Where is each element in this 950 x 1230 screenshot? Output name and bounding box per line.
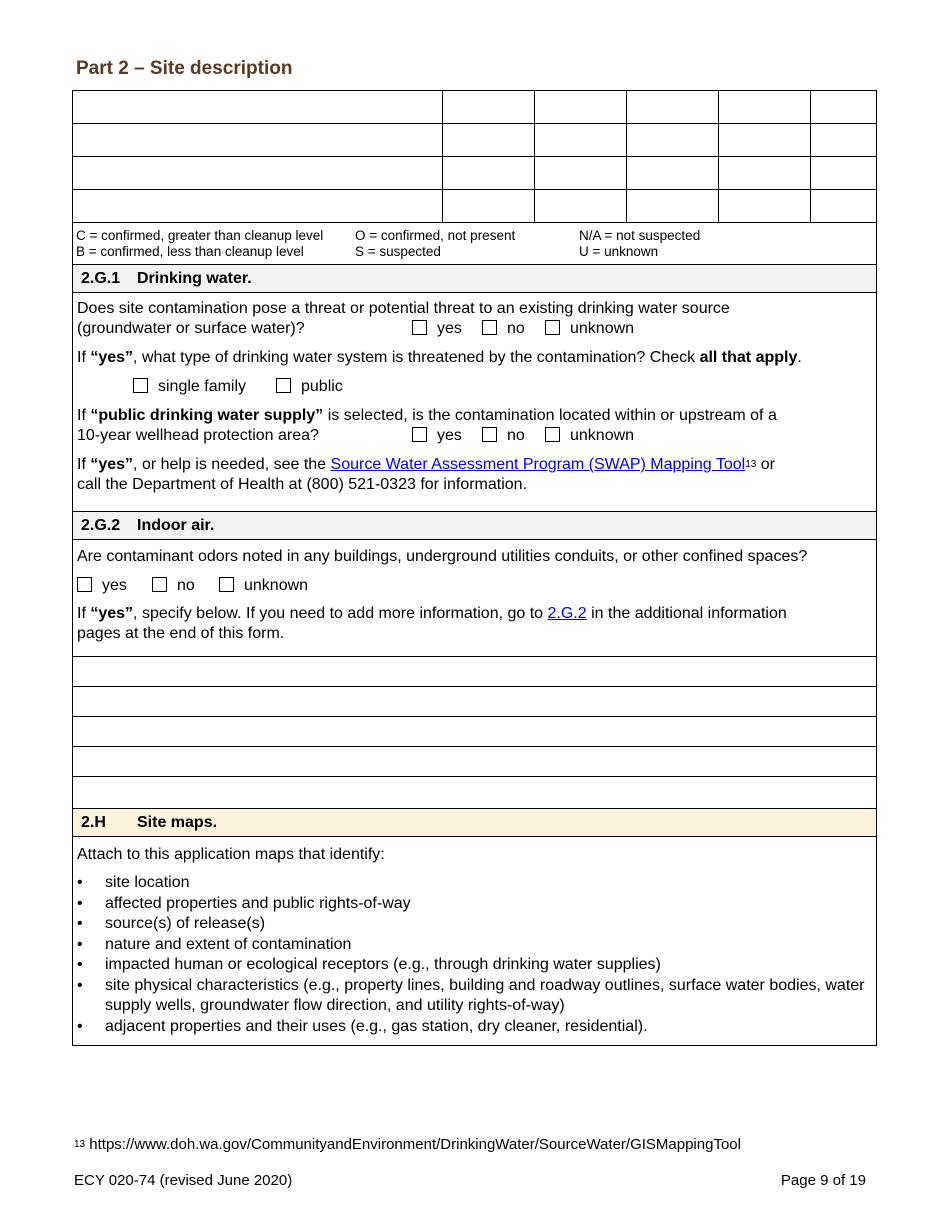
- legend-b: B = confirmed, less than cleanup level: [76, 244, 304, 259]
- table-cell[interactable]: [442, 190, 534, 223]
- q3-yes-option[interactable]: [412, 426, 462, 446]
- indoor-yes-option[interactable]: [77, 576, 127, 596]
- section-2g2-header: [72, 511, 877, 540]
- legend-na: N/A = not suspected: [579, 228, 701, 243]
- table-cell[interactable]: [718, 190, 810, 223]
- checkbox-yes[interactable]: [77, 577, 92, 592]
- table-row: [73, 91, 876, 124]
- table-cell[interactable]: [718, 124, 810, 157]
- indoor-air-question: Are contaminant odors noted in any buildings, underground utilities conduits, or other confined spaces?: [77, 548, 808, 565]
- table-cell[interactable]: [73, 190, 442, 223]
- entry-line[interactable]: [73, 686, 876, 687]
- table-cell[interactable]: [534, 190, 626, 223]
- q3-line2: 10-year wellhead protection area?: [77, 427, 319, 444]
- table-cell[interactable]: [442, 157, 534, 190]
- checkbox-yes[interactable]: [412, 320, 427, 335]
- legend-s: S = suspected: [355, 244, 441, 259]
- q1-yes-option[interactable]: [412, 319, 462, 339]
- q4-line2: call the Department of Health at (800) 521-0323 for information.: [77, 476, 528, 493]
- q1-line1: Does site contamination pose a threat or potential threat to an existing drinking water source: [77, 300, 730, 317]
- table-cell[interactable]: [442, 124, 534, 157]
- option-label: no: [507, 320, 525, 337]
- checkbox-unknown[interactable]: [545, 320, 560, 335]
- list-item: • adjacent properties and their uses (e.g., gas station, dry cleaner, residential).: [77, 1017, 875, 1038]
- option-label: no: [177, 577, 195, 594]
- table-cell[interactable]: [718, 157, 810, 190]
- table-row: [73, 157, 876, 190]
- list-item: • affected properties and public rights-of-way: [77, 894, 875, 915]
- entry-line[interactable]: [73, 656, 876, 657]
- entry-line[interactable]: [73, 746, 876, 747]
- indoor-unknown-option[interactable]: [219, 576, 308, 596]
- checkbox-no[interactable]: [152, 577, 167, 592]
- option-label: unknown: [570, 320, 635, 337]
- section-2g1-header: [72, 264, 877, 293]
- table-cell[interactable]: [534, 157, 626, 190]
- q1-unknown-option[interactable]: [545, 319, 634, 339]
- section-title: Site maps.: [137, 814, 218, 831]
- option-label: single family: [158, 378, 247, 395]
- single-family-option[interactable]: [133, 377, 246, 397]
- section-number: 2.G.1: [81, 270, 121, 287]
- table-cell[interactable]: [534, 91, 626, 124]
- table-cell[interactable]: [810, 190, 876, 223]
- footnote-ref: 13: [745, 459, 757, 470]
- table-cell[interactable]: [73, 157, 442, 190]
- footnote: $^{13}$ https://www.doh.wa.gov/CommunityandEnvironment/DrinkingWater/SourceWater/GISMappingTool: [74, 1136, 741, 1153]
- indoor-specify-text: If “yes”, specify below. If you need to add more information, go to 2.G.2 in the additional information: [77, 605, 787, 622]
- checkbox-single-family[interactable]: [133, 378, 148, 393]
- list-item: • site location: [77, 873, 875, 894]
- table-cell[interactable]: [718, 91, 810, 124]
- list-item: • source(s) of release(s): [77, 914, 875, 935]
- list-item: • site physical characteristics (e.g., property lines, building and roadway outlines, surface water bodies, water supply wells, groundwater flow direction, and utility rights-of-way): [77, 976, 875, 1017]
- table-cell[interactable]: [73, 124, 442, 157]
- checkbox-unknown[interactable]: [219, 577, 234, 592]
- option-label: unknown: [244, 577, 309, 594]
- section-2h-body: [72, 836, 877, 1046]
- table-cell[interactable]: [810, 157, 876, 190]
- checkbox-no[interactable]: [482, 320, 497, 335]
- q2-text: If “yes”, what type of drinking water system is threatened by the contamination? Check all that apply.: [77, 349, 802, 366]
- table-cell[interactable]: [442, 91, 534, 124]
- swap-mapping-tool-link[interactable]: Source Water Assessment Program (SWAP) Mapping Tool: [330, 456, 746, 473]
- option-label: yes: [102, 577, 127, 594]
- q3-unknown-option[interactable]: [545, 426, 634, 446]
- public-option[interactable]: [276, 377, 343, 397]
- table-cell[interactable]: [626, 190, 718, 223]
- section-2g2-body: [72, 539, 877, 809]
- table-row: [73, 124, 876, 157]
- additional-info-2g2-link[interactable]: 2.G.2: [547, 605, 587, 622]
- section-number: 2.G.2: [81, 517, 121, 534]
- section-2g1-body: [72, 292, 877, 512]
- option-label: unknown: [570, 427, 635, 444]
- page-number: Page 9 of 19: [780, 1172, 866, 1189]
- entry-line[interactable]: [73, 776, 876, 777]
- list-item: • impacted human or ecological receptors (e.g., through drinking water supplies): [77, 955, 875, 976]
- table-cell[interactable]: [626, 157, 718, 190]
- option-label: yes: [437, 427, 462, 444]
- table-cell[interactable]: [810, 124, 876, 157]
- legend-o: O = confirmed, not present: [355, 228, 516, 243]
- section-title: Indoor air.: [137, 517, 215, 534]
- indoor-specify-line2: pages at the end of this form.: [77, 625, 285, 642]
- form-id: ECY 020-74 (revised June 2020): [74, 1172, 293, 1189]
- section-number: 2.H: [81, 814, 106, 831]
- site-maps-list: [77, 873, 875, 1037]
- site-maps-intro: Attach to this application maps that identify:: [77, 846, 385, 863]
- table-row: [73, 190, 876, 223]
- table-cell[interactable]: [73, 91, 442, 124]
- checkbox-no[interactable]: [482, 427, 497, 442]
- checkbox-yes[interactable]: [412, 427, 427, 442]
- part-title: Part 2 – Site description: [76, 58, 293, 79]
- list-item: • nature and extent of contamination: [77, 935, 875, 956]
- option-label: public: [301, 378, 343, 395]
- section-title: Drinking water.: [137, 270, 252, 287]
- legend-u: U = unknown: [579, 244, 659, 259]
- indoor-no-option[interactable]: [152, 576, 195, 596]
- option-label: no: [507, 427, 525, 444]
- table-cell[interactable]: [534, 124, 626, 157]
- q4-text: If “yes”, or help is needed, see the Source Water Assessment Program (SWAP) Mapping Tool$^{13}$ or: [77, 456, 775, 473]
- checkbox-public[interactable]: [276, 378, 291, 393]
- contaminant-table: [72, 90, 877, 265]
- section-2h-header: [72, 808, 877, 837]
- q3-no-option[interactable]: [482, 426, 525, 446]
- table-cell[interactable]: [626, 124, 718, 157]
- checkbox-unknown[interactable]: [545, 427, 560, 442]
- table-cell[interactable]: [626, 91, 718, 124]
- option-label: yes: [437, 320, 462, 337]
- legend-c: C = confirmed, greater than cleanup level: [76, 228, 324, 243]
- q3-text: If “public drinking water supply” is selected, is the contamination located within or upstream of a: [77, 407, 777, 424]
- table-cell[interactable]: [810, 91, 876, 124]
- q1-no-option[interactable]: [482, 319, 525, 339]
- entry-line[interactable]: [73, 716, 876, 717]
- q1-line2: (groundwater or surface water)?: [77, 320, 305, 337]
